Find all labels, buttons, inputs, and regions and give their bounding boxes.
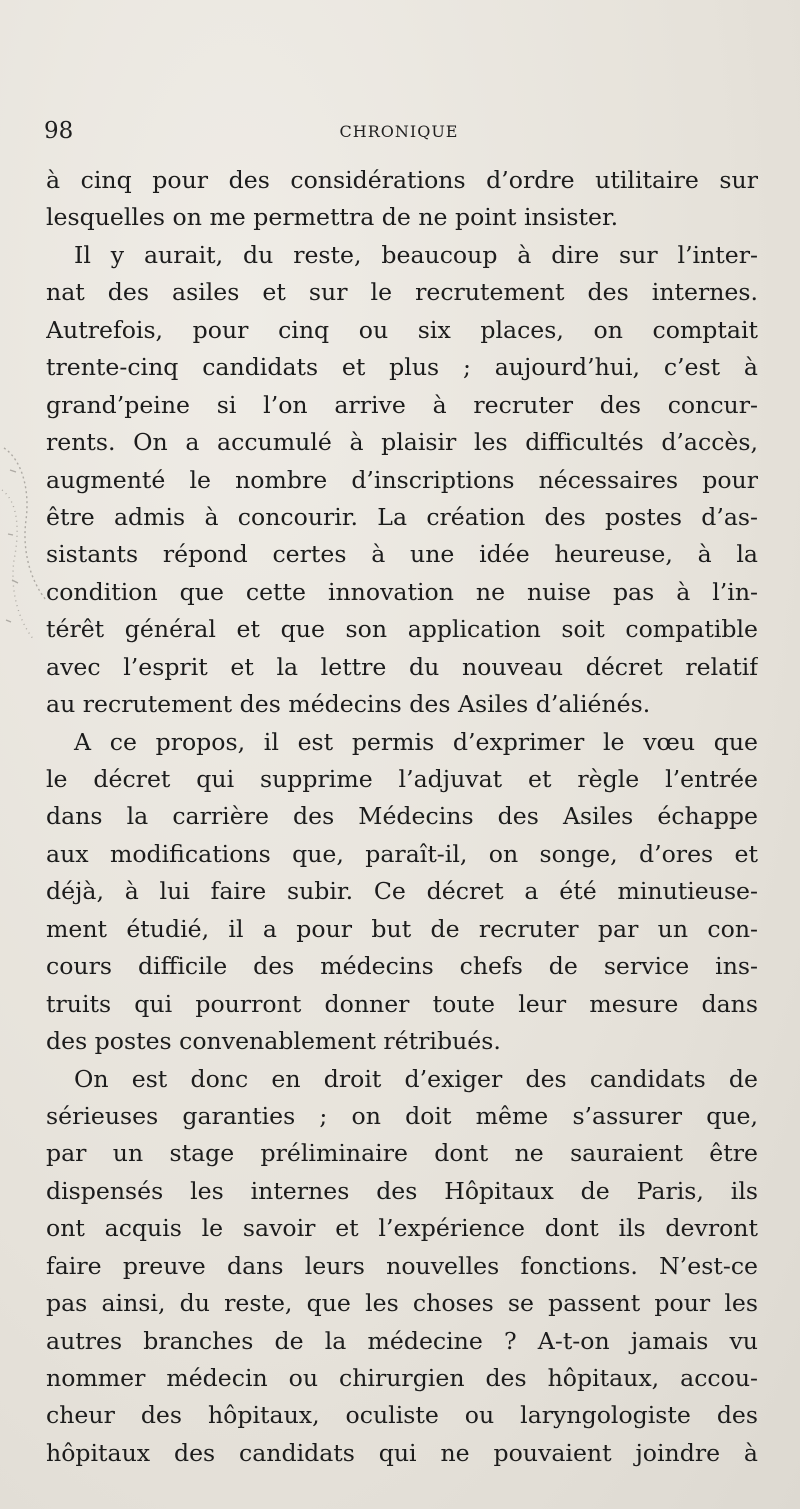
text-line: sistants répond certes à une idée heureuse, à la — [46, 540, 758, 569]
text-line: sérieuses garanties ; on doit même s’assurer que, — [46, 1101, 758, 1130]
text-line: par un stage préliminaire dont ne sauraient être — [46, 1139, 758, 1168]
text-line: dispensés les internes des Hôpitaux de Paris, ils — [46, 1176, 758, 1205]
text-line: des postes convenablement rétribués. — [46, 1027, 501, 1056]
text-line: térêt général et que son application soit compatible — [46, 615, 758, 644]
text-line: augmenté le nombre d’inscriptions nécessaires pour — [46, 465, 758, 494]
text-line: pas ainsi, du reste, que les choses se passent pour les — [46, 1289, 758, 1318]
text-line: cours difficile des médecins chefs de service ins- — [46, 952, 758, 981]
text-line: truits qui pourront donner toute leur mesure dans — [46, 989, 758, 1018]
text-line: être admis à concourir. La création des postes d’as- — [46, 502, 758, 531]
text-line: le décret qui supprime l’adjuvat et règle l’entrée — [46, 765, 758, 793]
running-head-title: CHRONIQUE — [339, 122, 459, 141]
text-line: rents. On a accumulé à plaisir les difficultés d’accès, — [46, 428, 758, 457]
text-line: lesquelles on me permettra de ne point insister. — [46, 203, 619, 232]
text-line: On est donc en droit d’exiger des candidats de — [74, 1064, 758, 1093]
text-line: à cinq pour des considérations d’ordre utilitaire sur — [46, 166, 758, 194]
text-line: hôpitaux des candidats qui ne pouvaient joindre à — [46, 1438, 758, 1467]
text-line: Il y aurait, du reste, beaucoup à dire sur l’inter- — [74, 240, 758, 269]
body-text — [46, 162, 758, 1472]
text-line: nat des asiles et sur le recrutement des internes. — [46, 278, 758, 307]
text-line: avec l’esprit et la lettre du nouveau décret relatif — [46, 652, 758, 681]
text-line: condition que cette innovation ne nuise pas à l’in- — [46, 577, 758, 606]
text-line: grand’peine si l’on arrive à recruter des concur- — [46, 390, 758, 419]
text-line: dans la carrière des Médecins des Asiles échappe — [46, 802, 758, 831]
text-line: A ce propos, il est permis d’exprimer le vœu que — [74, 727, 758, 756]
text-line: aux modifications que, paraît-il, on songe, d’ores et — [46, 839, 758, 868]
text-line: cheur des hôpitaux, oculiste ou laryngologiste des — [46, 1401, 758, 1430]
text-line: au recrutement des médecins des Asiles d’aliénés. — [46, 690, 651, 719]
page-number: 98 — [44, 118, 74, 144]
running-head — [44, 118, 754, 148]
text-line: nommer médecin ou chirurgien des hôpitaux, accou- — [46, 1364, 758, 1392]
text-line: ment étudié, il a pour but de recruter par un con- — [46, 914, 758, 943]
text-line: déjà, à lui faire subir. Ce décret a été minutieuse- — [46, 877, 758, 906]
text-line: autres branches de la médecine ? A-t-on jamais vu — [46, 1326, 758, 1355]
text-line: ont acquis le savoir et l’expérience dont ils devront — [46, 1214, 758, 1243]
text-line: Autrefois, pour cinq ou six places, on comptait — [46, 315, 758, 344]
text-line: trente-cinq candidats et plus ; aujourd’hui, c’est à — [46, 353, 758, 382]
text-line: faire preuve dans leurs nouvelles fonctions. N’est-ce — [46, 1251, 758, 1280]
